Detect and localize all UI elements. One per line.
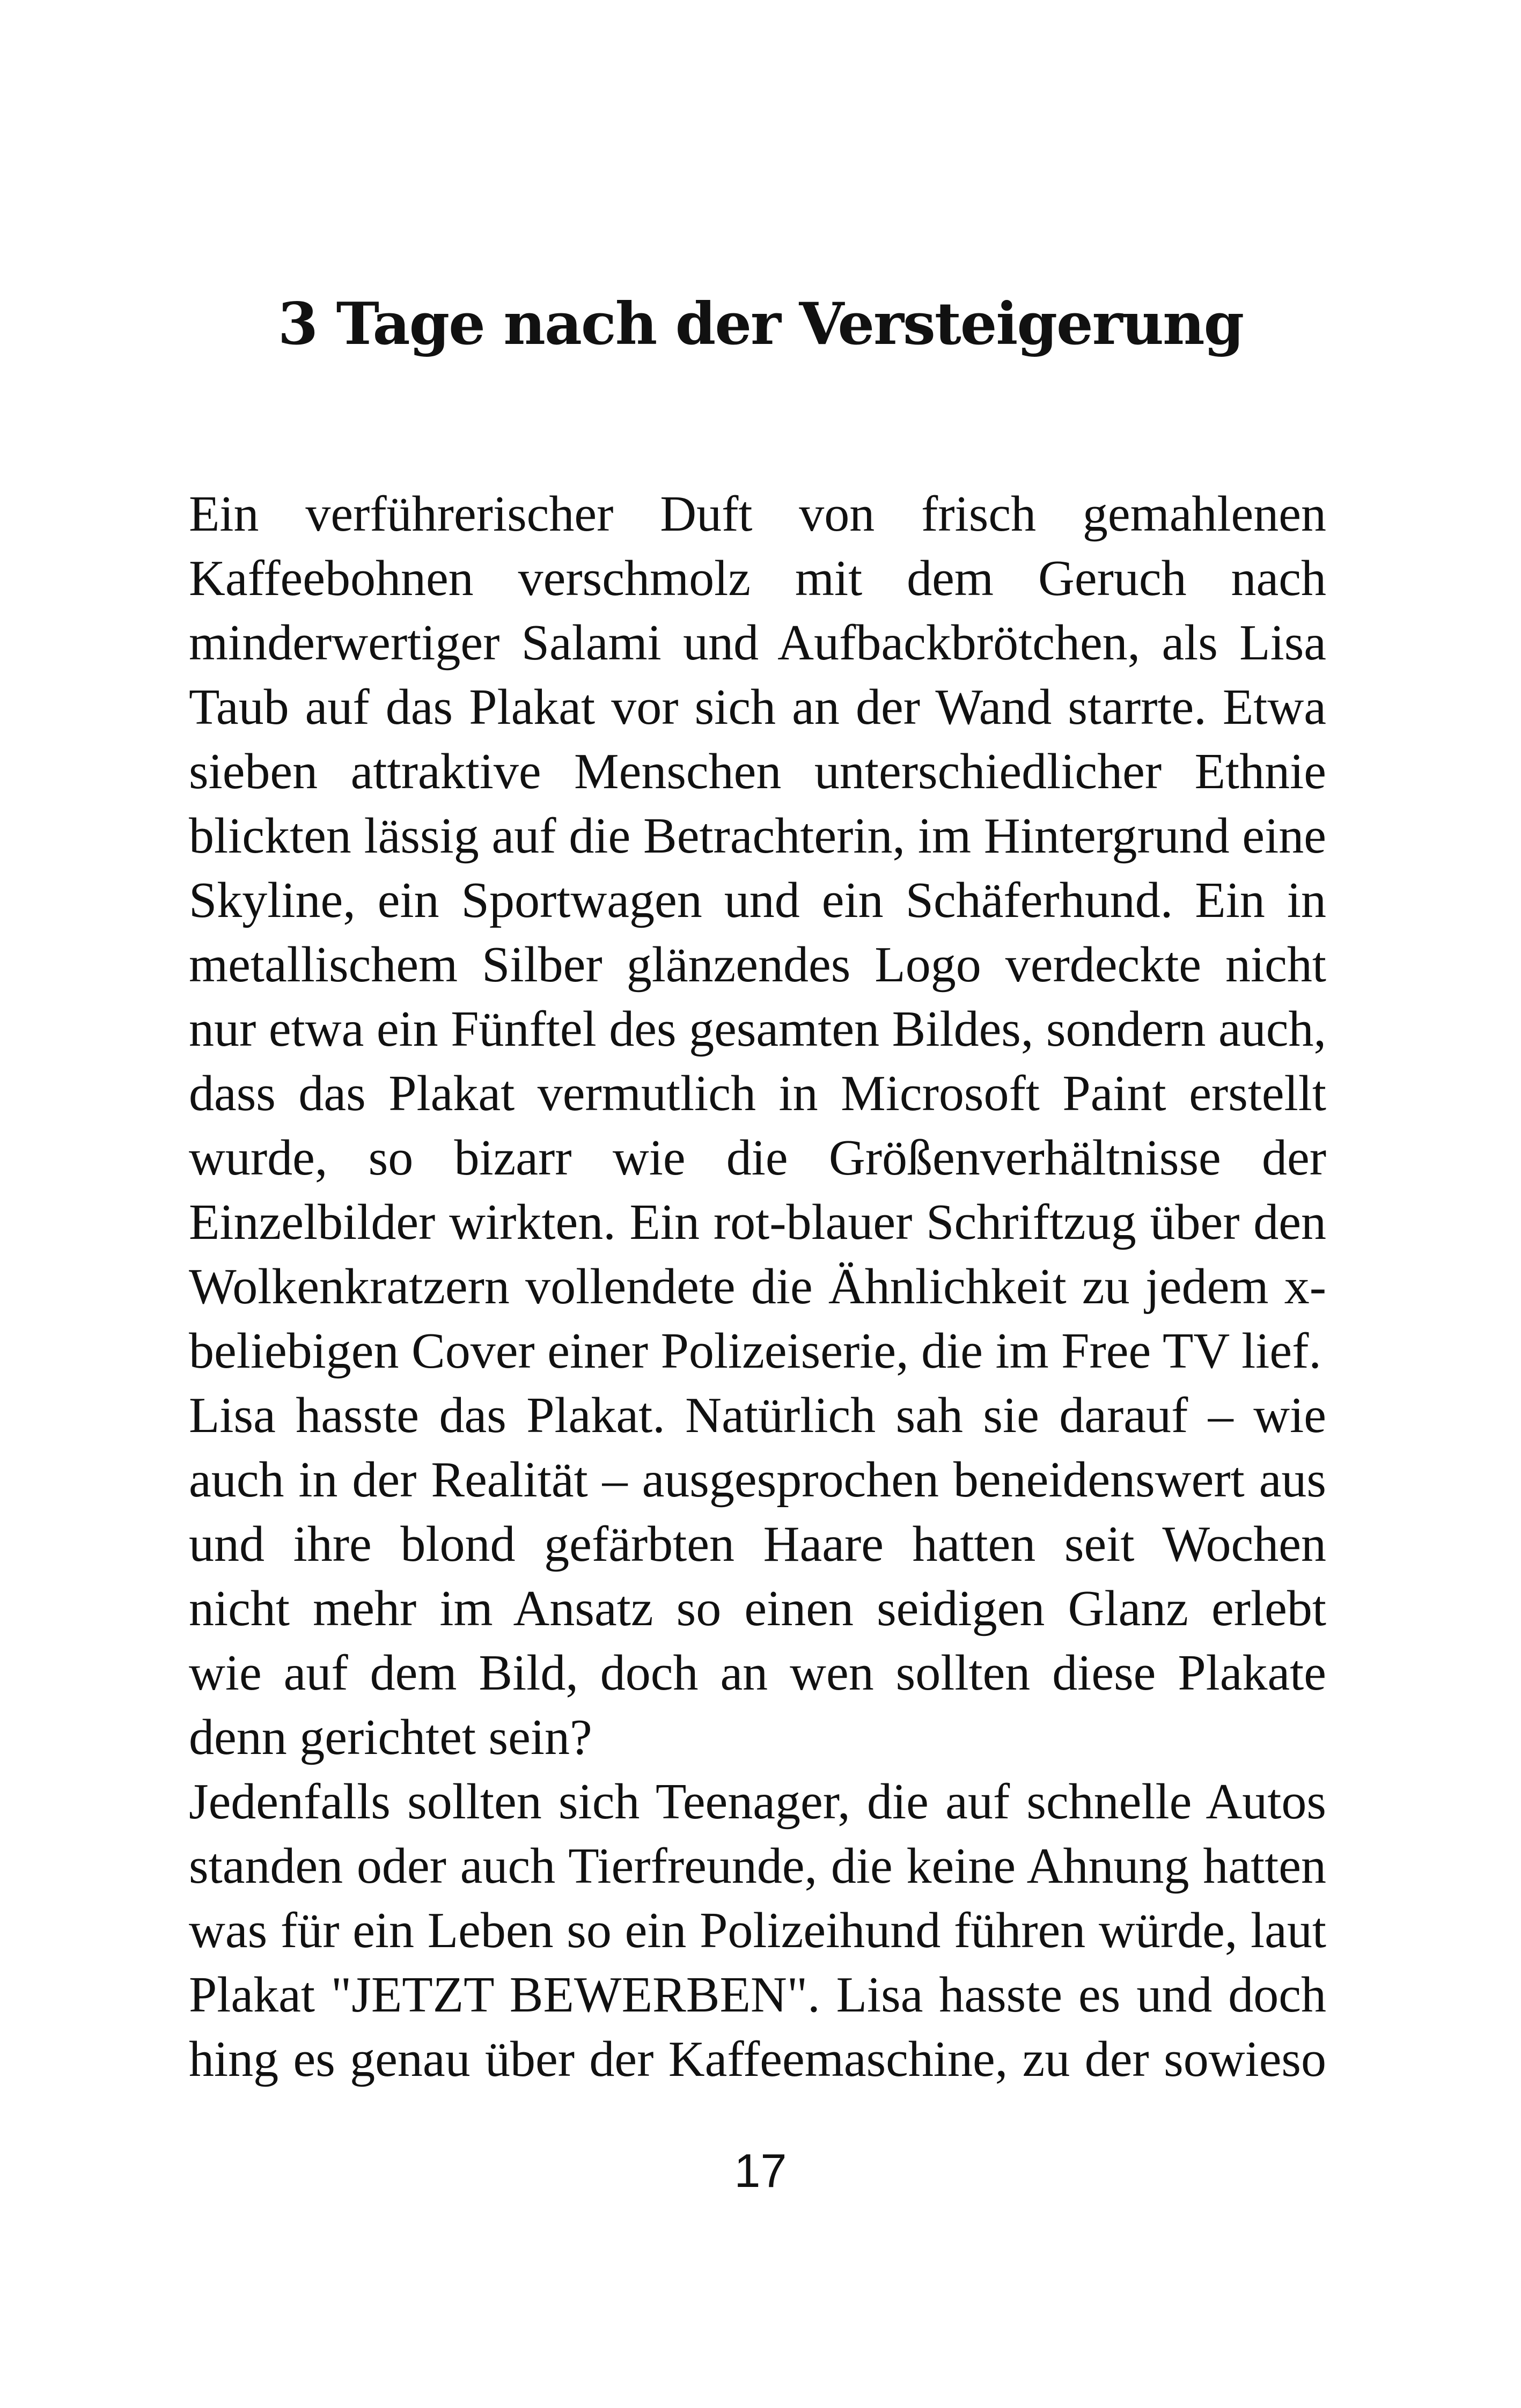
body-text	[189, 482, 1326, 2091]
paragraph-3: Jedenfalls sollten sich Teenager, die auf schnelle Autos standen oder auch Tierfreunde, die keine Ahnung hatten was für ein Leben so ein Polizeihund führen würde, laut Plakat "JETZT BEWERBEN". Lisa hasste es und doch hing es genau über der Kaffeemaschine, zu der sowieso	[189, 1774, 1326, 2087]
paragraph-1: Ein verführerischer Duft von frisch gemahlenen Kaffeebohnen verschmolz mit dem Geruch nach minderwertiger Salami und Aufbackbrötchen, als Lisa Taub auf das Plakat vor sich an der Wand starrte. Etwa sieben attraktive Menschen unterschiedlicher Ethnie blickten lässig auf die Betrachterin, im Hintergrund eine Skyline, ein Sportwagen und ein Schäferhund. Ein in metallischem Silber glänzendes Logo verdeckte nicht nur etwa ein Fünftel des gesamten Bildes, sondern auch, dass das Plakat vermutlich in Microsoft Paint erstellt wurde, so bizarr wie die Größenverhältnisse der Einzelbilder wirkten. Ein rot-blauer Schriftzug über den Wolkenkratzern vollendete die Ähnlichkeit zu jedem x-beliebigen Cover einer Polizeiserie, die im Free TV lief.	[189, 486, 1326, 1379]
paragraph-2: Lisa hasste das Plakat. Natürlich sah sie darauf – wie auch in der Realität – ausgesprochen beneidenswert aus und ihre blond gefärbten Haare hatten seit Wochen nicht mehr im Ansatz so einen seidigen Glanz erlebt wie auf dem Bild, doch an wen sollten diese Plakate denn gerichtet sein?	[189, 1387, 1326, 1765]
page-number: 17	[734, 2144, 787, 2197]
chapter-title: 3 Tage nach der Versteigerung	[277, 290, 1244, 358]
